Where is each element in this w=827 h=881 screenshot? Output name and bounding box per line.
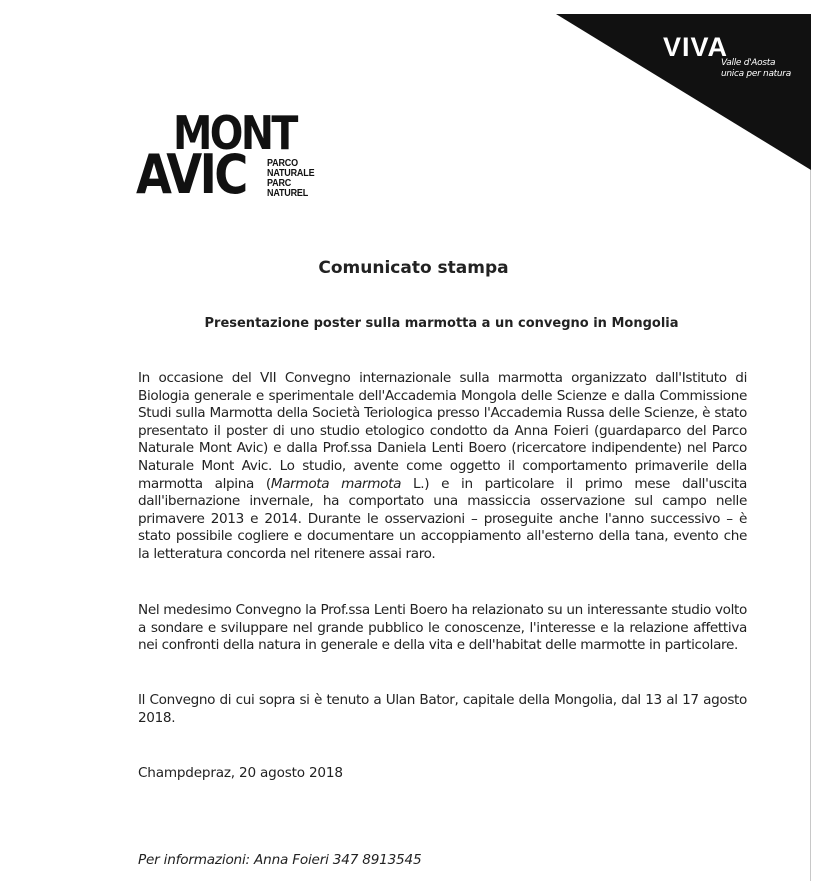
mont-avic-park-logo (136, 74, 336, 206)
viva-tagline-line1: Valle d'Aosta (721, 58, 776, 68)
logo-word-mont: MONT (173, 106, 296, 160)
species-name: Marmota marmota (270, 475, 402, 492)
body-paragraph-1 (138, 370, 747, 564)
contact-line: Per informazioni: Anna Foieri 347 8913545 (138, 852, 422, 868)
logo-word-avic: AVIC (136, 143, 246, 206)
logo-tagline-line1: PARCO (267, 158, 298, 169)
logo-tagline-line3: PARC (267, 178, 292, 189)
logo-park-tagline (267, 159, 314, 199)
body-paragraph-3: Il Convegno di cui sopra si è tenuto a Ulan Bator, capitale della Mongolia, dal 13 al 17 agosto 2018. (138, 692, 747, 726)
viva-wordmark: VIVA (663, 32, 729, 62)
body-paragraph-2: Nel medesimo Convegno la Prof.ssa Lenti Boero ha relazionato su un interessante studio volto a sondare e sviluppare nel grande pubblico le conoscenze, l'interesse e la relazione affettiva nei confronti della natura in generale e della vita e dell'habitat delle marmotte in particolare. (138, 602, 747, 654)
document-subtitle: Presentazione poster sulla marmotta a un convegno in Mongolia (204, 316, 679, 331)
paragraph-1-text-end: L.) e in particolare il primo mese dall'uscita dall'ibernazione invernale, ha comportato una massiccia osservazione sul campo nelle primavere 2013 e 2014. Durante le osservazioni – proseguite anche l'anno successivo – è stato possibile cogliere e documentare un accoppiamento all'esterno della tana, evento che la letteratura concorda nel ritenere assai raro. (138, 475, 747, 562)
logo-tagline-line4: NATUREL (267, 188, 309, 199)
viva-tagline (721, 58, 811, 80)
viva-tagline-line2: unica per natura (721, 69, 791, 79)
paragraph-1-text-start: In occasione del VII Convegno internazionale sulla marmotta organizzato dall'Istituto di Biologia generale e sperimentale dell'Accademia Mongola delle Scienze e dalla Commissione Studi sulla Marmotta della Società Teriologica presso l'Accademia Russa delle Scienze, è stato presentato il poster di uno studio etologico condotto da Anna Foieri (guardaparco del Parco Naturale Mont Avic) e dalla Prof.ssa Daniela Lenti Boero (ricercatore indipendente) nel Parco Naturale Mont Avic. Lo studio, avente come oggetto il comportamento primaverile della marmotta alpina ( (138, 370, 747, 492)
viva-valle-daosta-logo (556, 14, 811, 170)
date-line: Champdepraz, 20 agosto 2018 (138, 765, 343, 781)
document-title: Comunicato stampa (318, 258, 509, 278)
logo-tagline-line2: NATURALE (267, 168, 315, 179)
